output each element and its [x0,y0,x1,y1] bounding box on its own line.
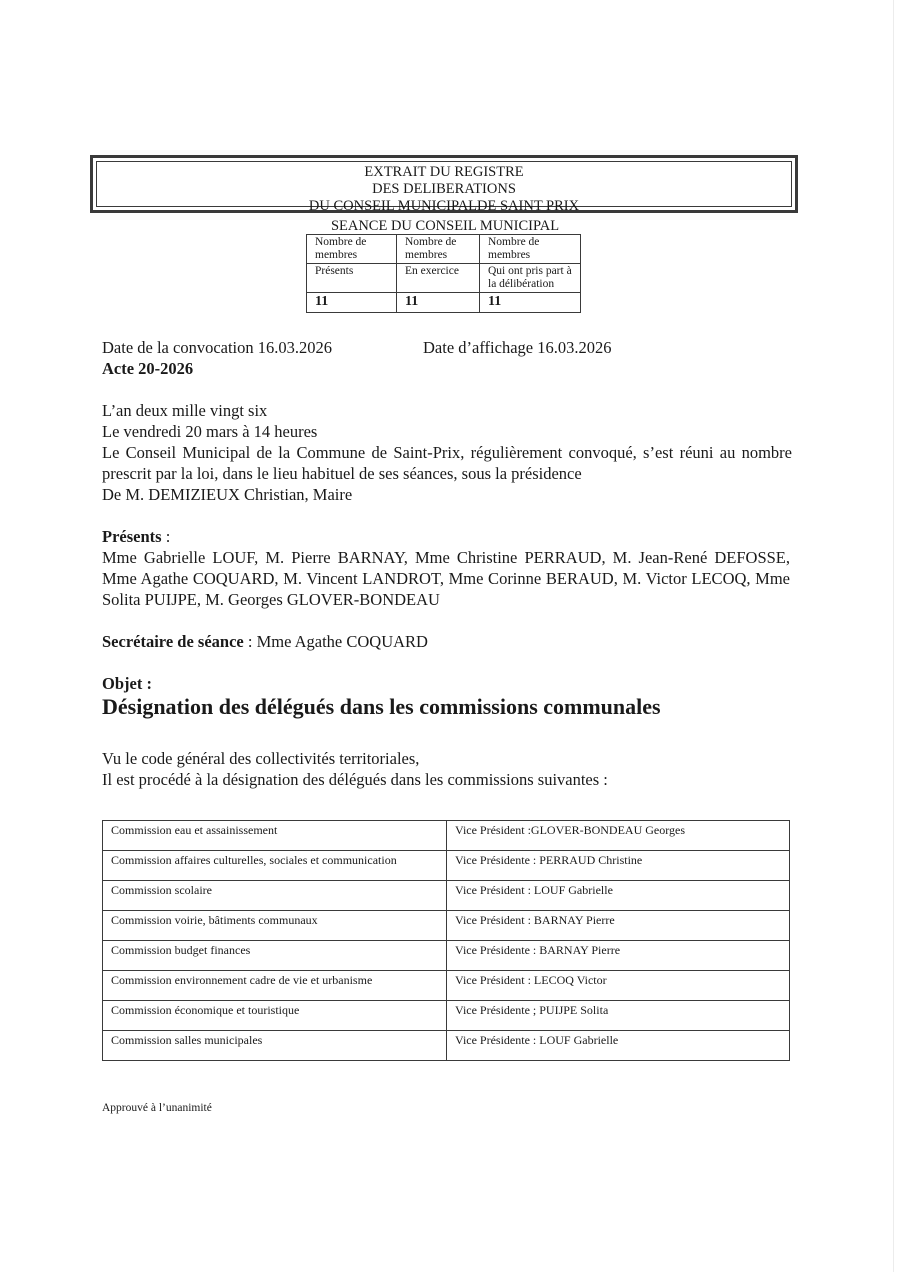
intro-date: Le vendredi 20 mars à 14 heures [102,422,318,441]
approval-note: Approuvé à l’unanimité [102,1102,212,1114]
commission-vice-president: Vice Président : BARNAY Pierre [447,911,790,941]
acte-number: Acte 20-2026 [102,359,194,378]
convocation-date: Date de la convocation 16.03.2026 [102,338,333,357]
intro-year: L’an deux mille vingt six [102,401,268,420]
secretaire-value: Mme Agathe COQUARD [256,632,428,651]
header-line-2: DES DELIBERATIONS [372,181,516,197]
table-row [103,881,790,911]
members-exercice-value: 11 [397,293,480,313]
commission-name: Commission voirie, bâtiments communaux [103,911,447,941]
intro-council: Le Conseil Municipal de la Commune de Saint-Prix, régulièrement convoqué, s’est réuni au nombre prescrit par la loi, dans le lieu habituel de ses séances, sous la présidence [102,443,792,483]
members-deliberation-value: 11 [480,293,581,313]
members-label-cell: Nombre de membres [397,235,480,264]
presents-heading: Présents : [102,527,171,546]
secretaire-label: Secrétaire de séance [102,632,244,651]
members-label-cell: Nombre de membres [480,235,581,264]
presents-list: Mme Gabrielle LOUF, M. Pierre BARNAY, Mme Christine PERRAUD, M. Jean-René DEFOSSE, Mme Agathe COQUARD, M. Vincent LANDROT, Mme Corinne BERAUD, M. Victor LECOQ, Mme Solita PUIJPE, M. Georges GLOVER-BONDEAU [102,548,790,609]
vu-paragraph [102,748,792,790]
members-sublabel-row [307,264,581,293]
intro-paragraph [102,400,792,505]
vu-line-2: Il est procédé à la désignation des délégués dans les commissions suivantes : [102,770,608,789]
header-line-1: EXTRAIT DU REGISTRE [364,164,524,180]
table-row [103,851,790,881]
commission-vice-president: Vice Présidente : LOUF Gabrielle [447,1031,790,1061]
commission-vice-president: Vice Présidente ; PUIJPE Solita [447,1001,790,1031]
affichage-date: Date d’affichage 16.03.2026 [423,338,612,357]
commission-name: Commission affaires culturelles, sociales et communication [103,851,447,881]
members-values-row [307,293,581,313]
members-presents-label: Présents [307,264,397,293]
objet-label: Objet : [102,674,152,693]
table-row [103,941,790,971]
commissions-table [102,820,790,1061]
commission-name: Commission salles municipales [103,1031,447,1061]
commission-name: Commission eau et assainissement [103,821,447,851]
commission-vice-president: Vice Président :GLOVER-BONDEAU Georges [447,821,790,851]
header-line-3: DU CONSEIL MUNICIPALDE SAINT PRIX [308,198,580,214]
table-row [103,1031,790,1061]
vu-line-1: Vu le code général des collectivités territoriales, [102,749,420,768]
presents-label: Présents [102,527,162,546]
register-header-inner [96,161,792,214]
members-deliberation-label: Qui ont pris part à la délibération [480,264,581,293]
intro-president: De M. DEMIZIEUX Christian, Maire [102,485,353,504]
table-row [103,1001,790,1031]
members-exercice-label: En exercice [397,264,480,293]
scan-edge-line [893,0,894,1272]
members-label-cell: Nombre de membres [307,235,397,264]
members-label-row [307,235,581,264]
commission-vice-president: Vice Présidente : PERRAUD Christine [447,851,790,881]
commission-vice-president: Vice Présidente : BARNAY Pierre [447,941,790,971]
register-header-box [90,155,798,213]
commission-vice-president: Vice Président : LECOQ Victor [447,971,790,1001]
commission-name: Commission budget finances [103,941,447,971]
table-row [103,971,790,1001]
commission-name: Commission scolaire [103,881,447,911]
members-count-table [306,234,581,313]
table-row [103,911,790,941]
members-presents-value: 11 [307,293,397,313]
secretaire-line: Secrétaire de séance : Mme Agathe COQUARD [102,632,428,651]
objet-title: Désignation des délégués dans les commissions communales [102,694,661,719]
seance-title: SEANCE DU CONSEIL MUNICIPAL [330,218,560,234]
table-row [103,821,790,851]
commission-name: Commission environnement cadre de vie et urbanisme [103,971,447,1001]
commission-name: Commission économique et touristique [103,1001,447,1031]
dates-line [102,337,802,358]
commission-vice-president: Vice Président : LOUF Gabrielle [447,881,790,911]
